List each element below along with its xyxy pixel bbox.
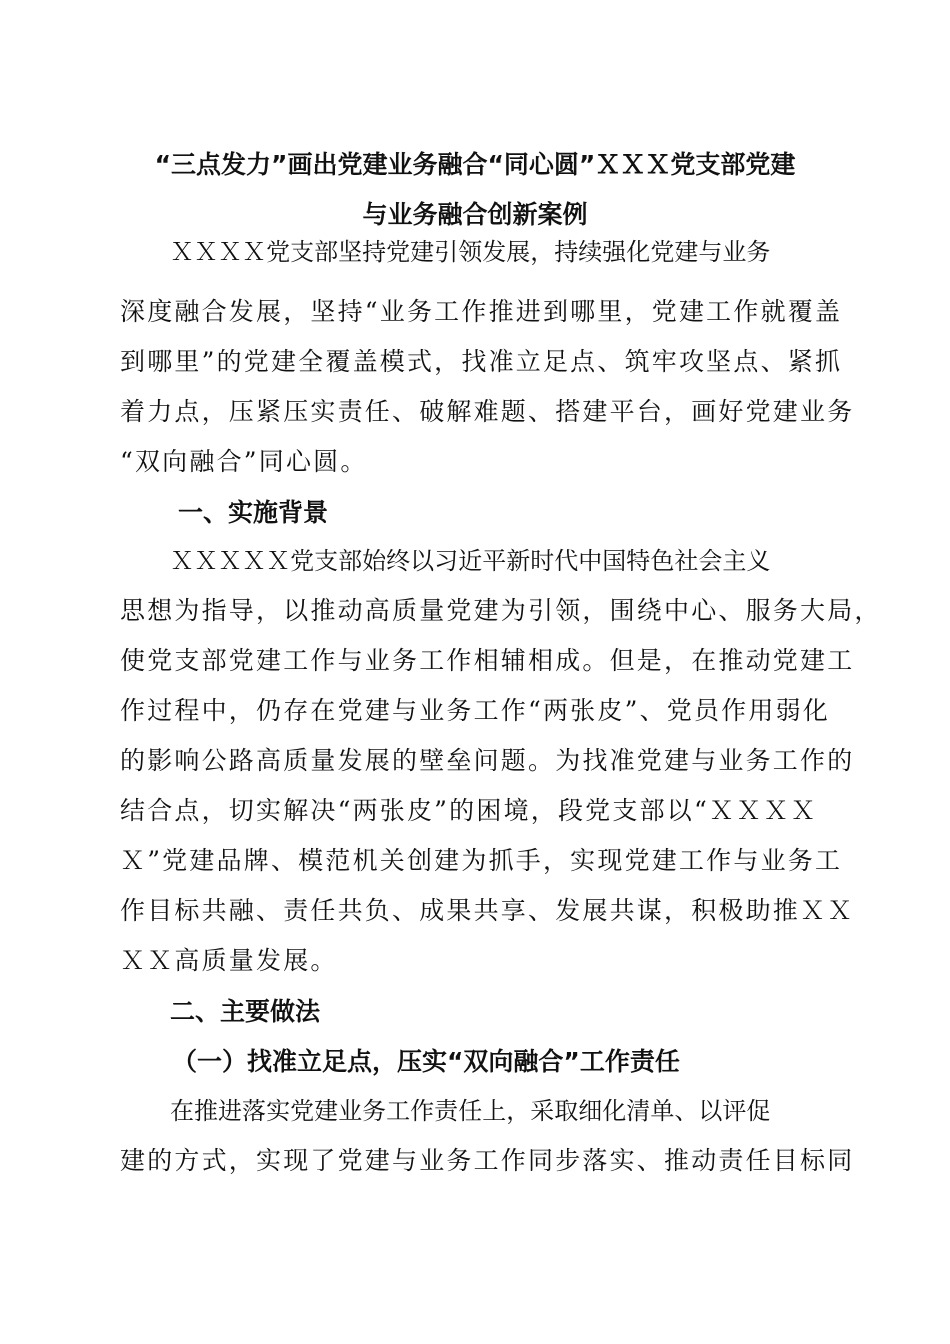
section1-line-2: 思想为指导，以推动高质量党建为引领，围绕中心、服务大局， [120, 596, 882, 625]
document-title [110, 140, 840, 240]
section1-line-8: 作目标共融、责任共负、成果共享、发展共谋，积极助推ＸＸ [120, 896, 855, 925]
section1-line-1: ＸＸＸＸＸ党支部始终以习近平新时代中国特色社会主义 [170, 547, 771, 575]
subsection1-heading: （一）找准立足点，压实“双向融合”工作责任 [172, 1047, 680, 1076]
section2-heading: 二、主要做法 [170, 997, 321, 1026]
subsection1-line-2: 建的方式，实现了党建与业务工作同步落实、推动责任目标同 [120, 1146, 855, 1175]
section1-line-7: Ｘ”党建品牌、模范机关创建为抓手，实现党建工作与业务工 [120, 846, 843, 875]
intro-line-4: 着力点，压紧压实责任、破解难题、搭建平台，画好党建业务 [120, 397, 855, 426]
title-line-2: 与业务融合创新案例 [362, 200, 588, 229]
intro-line-3: 到哪里”的党建全覆盖模式，找准立足点、筑牢攻坚点、紧抓 [120, 347, 843, 376]
intro-line-5: “双向融合”同心圆。 [120, 447, 368, 476]
intro-line-2: 深度融合发展，坚持“业务工作推进到哪里，党建工作就覆盖 [120, 297, 843, 326]
section1-line-3: 使党支部党建工作与业务工作相辅相成。但是，在推动党建工 [120, 646, 855, 675]
subsection1-line-1: 在推进落实党建业务工作责任上，采取细化清单、以评促 [170, 1097, 771, 1125]
section1-line-4: 作过程中，仍存在党建与业务工作“两张皮”、党员作用弱化 [120, 696, 830, 725]
title-line-1: “三点发力”画出党建业务融合“同心圆”ＸＸＸ党支部党建 [154, 150, 796, 179]
section1-heading: 一、实施背景 [178, 498, 329, 527]
section1-line-5: 的影响公路高质量发展的壁垒问题。为找准党建与业务工作的 [120, 746, 855, 775]
section1-line-6: 结合点，切实解决“两张皮”的困境，段党支部以“ＸＸＸＸ [120, 796, 818, 825]
intro-line-1: ＸＸＸＸ党支部坚持党建引领发展，持续强化党建与业务 [170, 238, 771, 266]
section1-line-9: ＸＸ高质量发展。 [120, 946, 338, 975]
